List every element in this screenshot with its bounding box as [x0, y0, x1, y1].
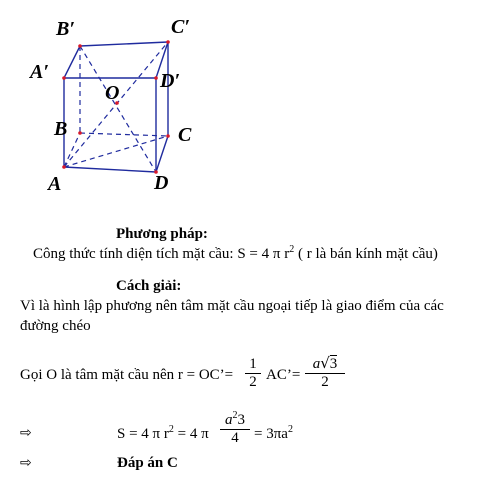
method-formula-text: Công thức tính diện tích mặt cầu: S = 4 π r [33, 246, 290, 262]
fraction-one-half [245, 356, 261, 391]
step-result-text: = 3πa [254, 426, 288, 442]
vertex-c [166, 134, 170, 138]
vertex-a [62, 165, 66, 169]
answer-arrow-icon: ⇨ [20, 455, 32, 471]
solution-line-2: đường chéo [20, 318, 91, 334]
numerator-3: 3 [237, 412, 245, 428]
vertex-a-prime [62, 76, 66, 80]
label-b: B [54, 118, 68, 140]
cube-figure [0, 0, 504, 210]
step-arrow-icon: ⇨ [20, 425, 32, 441]
step-text-1: S = 4 π r [117, 426, 169, 442]
step-formula-left [117, 426, 209, 443]
label-a-prime: A′ [30, 61, 49, 83]
edge-a-prime-b-prime [64, 46, 80, 78]
step-exponent-1: 2 [168, 424, 174, 435]
fraction-one-half-numerator: 1 [249, 356, 257, 372]
edge-b-c [80, 133, 168, 136]
vertex-b [78, 131, 82, 135]
fraction-a-root3-denominator: 2 [305, 373, 345, 391]
solution-line-3-mid: AC’= [266, 367, 301, 383]
diagonal-a-c [64, 136, 168, 167]
vertex-c-prime [166, 40, 170, 44]
method-note: ( r là bán kính mặt cầu) [297, 246, 438, 262]
fraction-a2-3-denominator: 4 [220, 429, 250, 447]
fraction-a2-3-over-4 [220, 412, 250, 447]
label-d: D [154, 172, 169, 194]
edge-b-prime-c-prime [80, 42, 168, 46]
cube-dashed-edges [64, 42, 168, 172]
numerator-exponent: 2 [232, 410, 238, 421]
answer-text: Đáp án C [117, 455, 178, 471]
step-text-2: = 4 π [173, 426, 209, 442]
numerator-a: a [225, 412, 233, 428]
edge-a-d [64, 167, 156, 172]
label-o: O [105, 82, 120, 104]
fraction-a-root3-numerator [305, 354, 345, 373]
method-formula-exponent: 2 [289, 244, 295, 255]
sqrt-icon: √ [320, 354, 330, 372]
fraction-a2-3-numerator [220, 412, 250, 429]
label-d-prime: D′ [160, 70, 181, 92]
diagonal-b-prime-d [80, 46, 156, 172]
solution-heading: Cách giải: [116, 278, 182, 294]
vertex-d-prime [154, 76, 158, 80]
step-result [254, 426, 293, 443]
method-formula [33, 246, 438, 263]
numerator-radicand: 3 [329, 356, 338, 372]
vertex-b-prime [78, 44, 82, 48]
method-heading: Phương pháp: [116, 226, 208, 242]
solution-line-3-text: Gọi O là tâm mặt cầu nên r = OC’= [20, 367, 234, 383]
step-result-exponent: 2 [287, 424, 293, 435]
numerator-a: a [312, 356, 321, 372]
solution-line-1: Vì là hình lập phương nên tâm mặt cầu ngoại tiếp là giao điểm của các [20, 298, 444, 314]
cube-vertices [62, 40, 170, 174]
label-a: A [48, 173, 62, 195]
fraction-a-root3-over-2 [305, 354, 345, 391]
fraction-one-half-denominator: 2 [245, 373, 261, 391]
edge-d-c [156, 136, 168, 172]
label-b-prime: B′ [56, 18, 75, 40]
label-c: C [178, 124, 192, 146]
label-c-prime: C′ [171, 16, 190, 38]
